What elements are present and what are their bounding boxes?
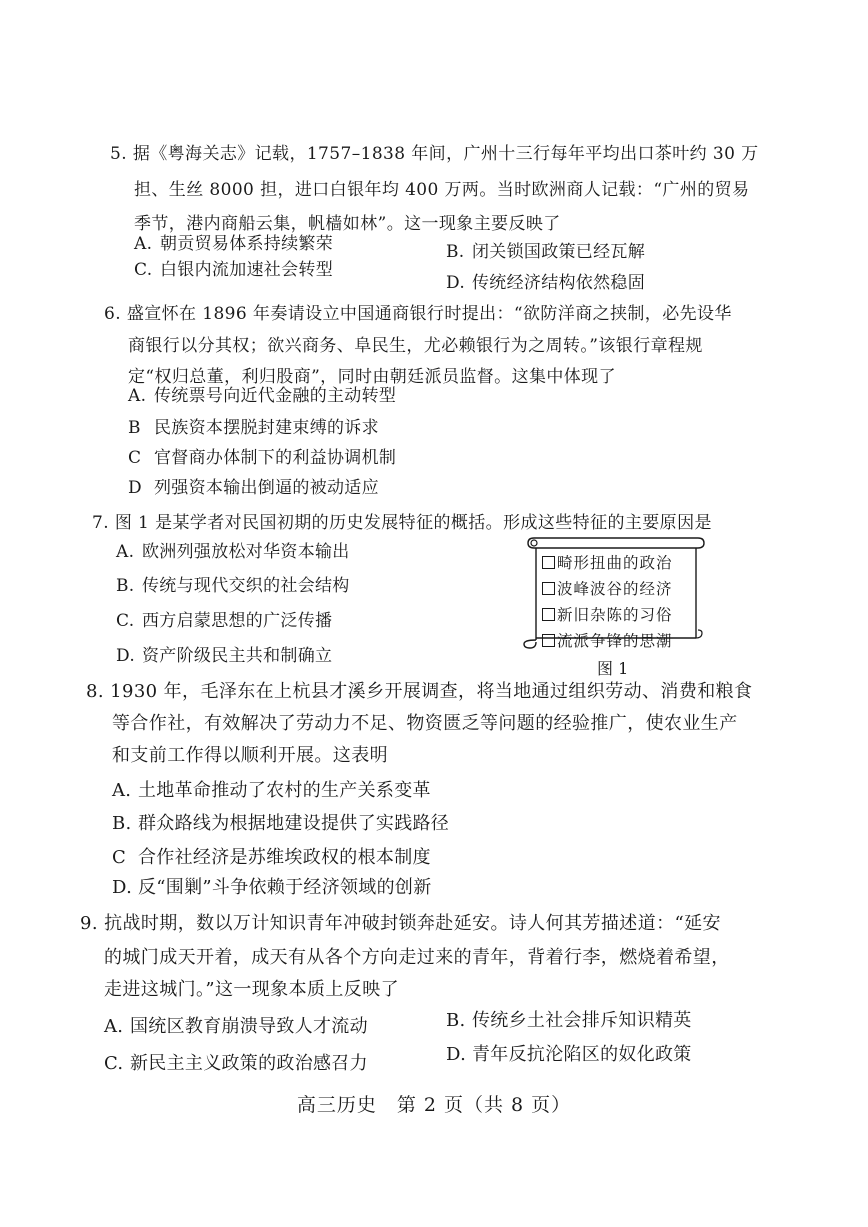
- option-text: 土地革命推动了农村的生产关系变革: [138, 780, 431, 801]
- option-text: 白银内流加速社会转型: [160, 260, 333, 280]
- option-b[interactable]: [112, 812, 449, 836]
- question-line: [104, 303, 732, 325]
- option-label: B.: [446, 1010, 466, 1031]
- option-d[interactable]: [446, 1043, 692, 1067]
- checkbox-icon: [542, 634, 555, 647]
- option-label: B.: [112, 813, 132, 834]
- question-line: [80, 912, 721, 936]
- option-text: 合作社经济是苏维埃政权的根本制度: [138, 847, 431, 868]
- option-label: C: [112, 847, 127, 868]
- question-line: 季节，港内商船云集，帆樯如林”。这一现象主要反映了: [134, 214, 561, 234]
- option-label: D.: [116, 646, 136, 666]
- option-label: B: [128, 418, 141, 438]
- option-text: 反“围剿”斗争依赖于经济领域的创新: [138, 877, 432, 898]
- option-text: 闭关锁国政策已经瓦解: [472, 242, 645, 262]
- question-line: 的城门成天开着，成天有从各个方向走过来的青年，背着行李，燃烧着希望，: [104, 947, 730, 968]
- option-label: B.: [446, 242, 465, 262]
- option-c[interactable]: [116, 610, 332, 632]
- option-label: C.: [116, 611, 135, 631]
- checkbox-icon: [542, 556, 555, 569]
- option-text: 欧洲列强放松对华资本输出: [142, 542, 350, 562]
- option-text: 官督商办体制下的利益协调机制: [154, 448, 397, 468]
- checkbox-icon: [542, 582, 555, 595]
- option-b[interactable]: [446, 241, 645, 263]
- option-label: A.: [128, 386, 147, 406]
- option-label: A.: [134, 234, 153, 254]
- option-label: B.: [116, 576, 135, 596]
- checkbox-icon: [542, 608, 555, 621]
- question-line: [86, 680, 752, 704]
- option-text: 传统票号向近代金融的主动转型: [154, 386, 397, 406]
- question-line: 等合作社，有效解决了劳动力不足、物资匮乏等问题的经验推广，使农业生产: [112, 713, 738, 734]
- question-text: 图 1 是某学者对民国初期的历史发展特征的概括。形成这些特征的主要原因是: [114, 513, 712, 533]
- question-text: 抗战时期，数以万计知识青年冲破封锁奔赴延安。诗人何其芳描述道：“延安: [104, 913, 721, 934]
- option-label: D: [128, 478, 142, 498]
- option-c[interactable]: [112, 846, 431, 870]
- option-b[interactable]: [446, 1009, 692, 1033]
- question-line: 和支前工作得以顺利开展。这表明: [112, 745, 388, 766]
- figure-item: 流派争锋的思潮: [542, 628, 702, 654]
- option-text: 传统乡土社会排斥知识精英: [472, 1010, 692, 1031]
- question-number: 5.: [110, 144, 128, 164]
- figure-item: 新旧杂陈的习俗: [542, 602, 702, 628]
- figure-items: [542, 550, 702, 654]
- option-d[interactable]: [446, 272, 645, 294]
- option-label: A.: [104, 1016, 124, 1037]
- option-text: 国统区教育崩溃导致人才流动: [130, 1016, 368, 1037]
- option-c[interactable]: [134, 259, 333, 281]
- option-text: 资产阶级民主共和制确立: [142, 646, 333, 666]
- question-text: 据《粤海关志》记载，1757–1838 年间，广州十三行每年平均出口茶叶约 30 万: [132, 144, 759, 164]
- question-number: 9.: [80, 913, 98, 934]
- figure-item: 波峰波谷的经济: [542, 576, 702, 602]
- option-a[interactable]: [116, 541, 350, 563]
- option-b[interactable]: [128, 417, 379, 439]
- figure-1-scroll: [520, 534, 706, 650]
- figure-caption: 图 1: [597, 659, 629, 678]
- option-label: D.: [446, 273, 466, 293]
- question-number: 8.: [86, 681, 104, 702]
- question-text: 盛宣怀在 1896 年奏请设立中国通商银行时提出：“欲防洋商之挟制，必先设华: [126, 304, 732, 324]
- option-label: A.: [116, 542, 135, 562]
- question-line: [92, 512, 712, 534]
- question-line: 担、生丝 8000 担，进口白银年均 400 万两。当时欧洲商人记载：“广州的贸易: [134, 180, 750, 200]
- option-label: D.: [446, 1044, 467, 1065]
- option-a[interactable]: [104, 1015, 368, 1039]
- option-label: A.: [112, 780, 132, 801]
- option-label: C: [128, 448, 142, 468]
- option-label: D.: [112, 877, 133, 898]
- option-text: 传统经济结构依然稳固: [472, 273, 645, 293]
- figure-item: 畸形扭曲的政治: [542, 550, 702, 576]
- option-d[interactable]: [128, 477, 379, 499]
- option-b[interactable]: [116, 575, 350, 597]
- option-text: 群众路线为根据地建设提供了实践路径: [138, 813, 450, 834]
- question-number: 6.: [104, 304, 122, 324]
- option-text: 列强资本输出倒逼的被动适应: [154, 478, 379, 498]
- option-d[interactable]: [116, 645, 332, 667]
- option-text: 西方启蒙思想的广泛传播: [142, 611, 333, 631]
- option-a[interactable]: [134, 233, 333, 255]
- question-line: [110, 143, 759, 165]
- option-a[interactable]: [112, 779, 431, 803]
- option-text: 朝贡贸易体系持续繁荣: [160, 234, 333, 254]
- question-line: 走进这城门。”这一现象本质上反映了: [104, 979, 400, 1000]
- question-line: 定“权归总董，利归股商”，同时由朝廷派员监督。这集中体现了: [128, 367, 616, 387]
- option-text: 新民主主义政策的政治感召力: [130, 1053, 368, 1074]
- option-label: C.: [104, 1053, 124, 1074]
- option-d[interactable]: [112, 876, 432, 900]
- option-text: 青年反抗沦陷区的奴化政策: [472, 1044, 692, 1065]
- page-footer: 高三历史 第 2 页（共 8 页）: [296, 1094, 572, 1116]
- option-text: 民族资本摆脱封建束缚的诉求: [154, 418, 379, 438]
- question-number: 7.: [92, 513, 110, 533]
- option-a[interactable]: [128, 385, 396, 407]
- question-text: 1930 年，毛泽东在上杭县才溪乡开展调查，将当地通过组织劳动、消费和粮食: [110, 681, 753, 702]
- option-c[interactable]: [128, 447, 396, 469]
- option-label: C.: [134, 260, 153, 280]
- option-text: 传统与现代交织的社会结构: [142, 576, 350, 596]
- option-c[interactable]: [104, 1052, 368, 1076]
- question-line: 商银行以分其权；欲兴商务、阜民生，尤必赖银行为之周转。”该银行章程规: [128, 336, 703, 356]
